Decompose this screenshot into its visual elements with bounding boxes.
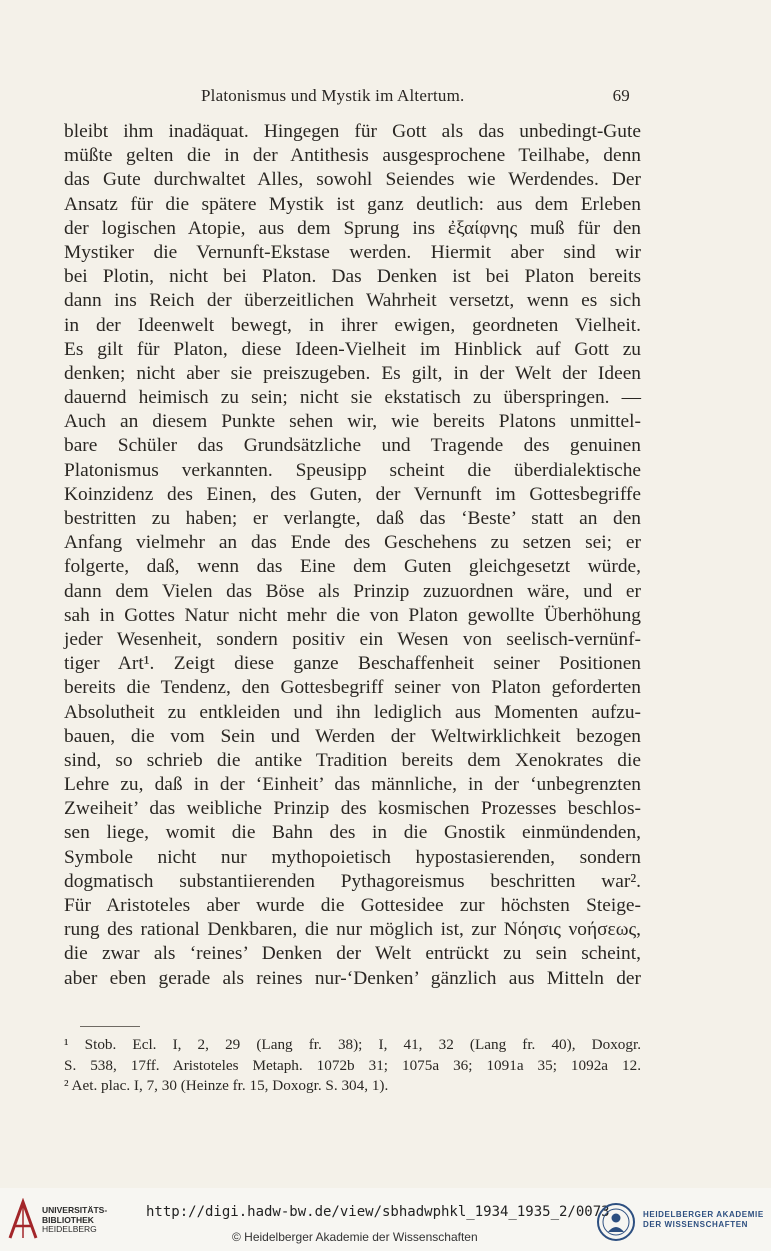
text-line: jeder Wesenheit, sondern positiv ein Wesen von seelisch-vernünf- [64, 628, 641, 650]
digitization-footer [0, 1188, 771, 1251]
text-line: sah in Gottes Natur nicht mehr die von Platon gewollte Überhöhung [64, 604, 641, 626]
text-line: bare Schüler das Grundsätzliche und Tragende des genuinen [64, 435, 641, 457]
text-line: Ansatz für die spätere Mystik ist ganz deutlich: aus dem Erleben [64, 193, 641, 215]
library-city: HEIDELBERG [42, 1224, 97, 1234]
text-line: bleibt ihm inadäquat. Hingegen für Gott als das unbedingt-Gute [64, 121, 641, 142]
text-line: tiger Art¹. Zeigt diese ganze Beschaffenheit seiner Positionen [64, 653, 641, 675]
text-line: bauen, die vom Sein und Werden der Weltwirklichkeit bezogen [64, 725, 641, 747]
text-line: rung des rational Denkbaren, die nur möglich ist, zur Νόησις νοήσεως, [64, 919, 641, 941]
footnotes [64, 1035, 641, 1097]
text-line: Auch an diesem Punkte sehen wir, wie bereits Platons unmittel- [64, 411, 641, 433]
page-number: 69 [612, 86, 630, 105]
academy-seal-icon [596, 1202, 636, 1242]
text-line: bereits die Tendenz, den Gottesbegriff seiner von Platon geforderten [64, 677, 641, 699]
body-text [64, 120, 641, 991]
text-line: Absolutheit zu entkleiden und ihn lediglich aus Momenten aufzu- [64, 701, 641, 723]
library-name-line1: UNIVERSITÄTS- [42, 1205, 108, 1215]
footnote-divider [80, 1026, 140, 1027]
text-line: sind, so schrieb die antike Tradition bereits dem Xenokrates die [64, 749, 641, 771]
text-line: dann dem Vielen das Böse als Prinzip zuzuordnen wäre, und er [64, 580, 641, 602]
library-name-line2: BIBLIOTHEK [42, 1214, 94, 1225]
text-line: Lehre zu, daß in der ‘Einheit’ das männliche, in der ‘unbegrenzten [64, 774, 641, 796]
copyright-notice: © Heidelberger Akademie der Wissenschaften [232, 1230, 478, 1244]
text-line: folgerte, daß, wenn das Eine dem Guten gleichgesetzt würde, [64, 556, 641, 578]
running-title: Platonismus und Mystik im Altertum. [201, 86, 465, 105]
university-library-logo-icon [6, 1198, 40, 1242]
text-line: Platonismus verkannten. Speusipp scheint die überdialektische [64, 459, 641, 481]
text-line: Symbole nicht nur mythopoietisch hypostasierenden, sondern [64, 846, 641, 868]
library-name [42, 1206, 107, 1235]
text-line: denken; nicht aber sie preiszugeben. Es gilt, in der Welt der Ideen [64, 362, 641, 384]
text-line: dogmatisch substantiierenden Pythagoreismus beschritten war². [64, 870, 641, 892]
academy-name-line2: DER WISSENSCHAFTEN [643, 1220, 749, 1229]
text-line: bestritten zu haben; er verlangte, daß das ‘Beste’ statt an den [64, 508, 641, 529]
permalink-url[interactable]: http://digi.hadw-bw.de/view/sbhadwphkl_1934_1935_2/0073 [146, 1204, 610, 1220]
footnote-line: S. 538, 17ff. Aristoteles Metaph. 1072b 31; 1075a 36; 1091a 35; 1092a 12. [64, 1056, 641, 1074]
text-line: bei Plotin, nicht bei Platon. Das Denken ist bei Platon bereits [64, 266, 641, 288]
running-head [64, 86, 640, 110]
text-line: Zweiheit’ das weibliche Prinzip des kosmischen Prozesses beschlos- [64, 798, 641, 820]
text-line: Anfang vielmehr an das Ende des Geschehens zu setzen sei; er [64, 532, 641, 554]
text-line: das Gute durchwaltet Alles, sowohl Seiendes wie Werdendes. Der [64, 169, 641, 191]
academy-name-line1: HEIDELBERGER AKADEMIE [643, 1210, 764, 1219]
text-line: Mystiker die Vernunft-Ekstase werden. Hiermit aber sind wir [64, 241, 641, 263]
text-line: die zwar als ‘reines’ Denken der Welt entrückt zu sein scheint, [64, 943, 641, 965]
text-line: in der Ideenwelt bewegt, in ihrer ewigen, geordneten Vielheit. [64, 314, 641, 336]
academy-name [643, 1210, 764, 1230]
text-line: sen liege, womit die Bahn des in die Gnostik einmündenden, [64, 822, 641, 844]
text-line: dauernd heimisch zu sein; nicht sie ekstatisch zu überspringen. — [64, 387, 641, 409]
text-line: Für Aristoteles aber wurde die Gottesidee zur höchsten Steige- [64, 895, 641, 916]
footnote-line: ¹ Stob. Ecl. I, 2, 29 (Lang fr. 38); I, 41, 32 (Lang fr. 40), Doxogr. [64, 1036, 641, 1053]
footnote-line: ² Aet. plac. I, 7, 30 (Heinze fr. 15, Doxogr. S. 304, 1). [64, 1077, 389, 1094]
text-line: müßte gelten die in der Antithesis ausgesprochene Teilhabe, denn [64, 145, 641, 167]
text-line: aber eben gerade als reines nur-‘Denken’ gänzlich aus Mitteln der [64, 967, 641, 989]
text-line: dann ins Reich der überzeitlichen Wahrheit versetzt, wenn es sich [64, 290, 641, 312]
text-line: Es gilt für Platon, diese Ideen-Vielheit im Hinblick auf Gott zu [64, 338, 641, 360]
text-line: Koinzidenz des Einen, des Guten, der Vernunft im Gottesbegriffe [64, 483, 641, 505]
text-line: der logischen Atopie, aus dem Sprung ins ἐξαίφνης muß für den [64, 217, 641, 239]
